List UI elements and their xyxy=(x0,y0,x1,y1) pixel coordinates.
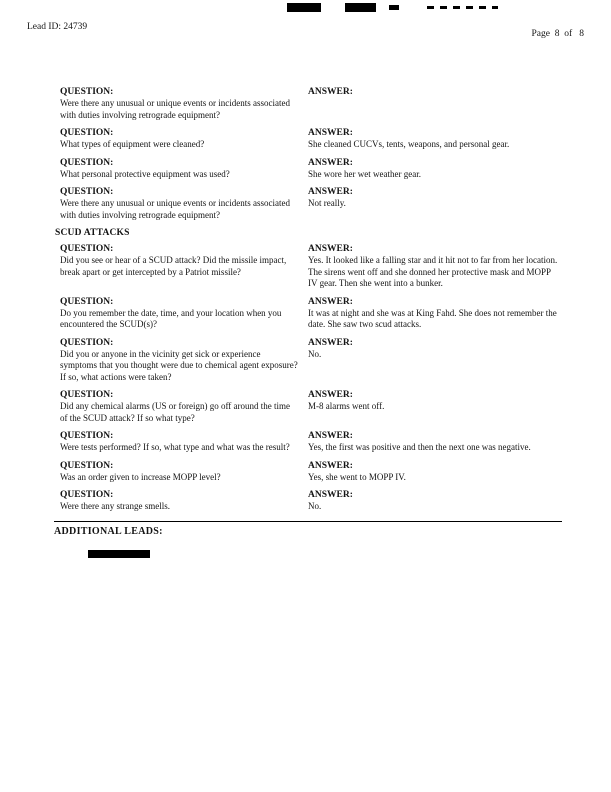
answer-label: ANSWER: xyxy=(308,157,353,168)
redaction-mark xyxy=(440,6,447,9)
qa-list xyxy=(55,86,562,513)
qa-row xyxy=(60,296,562,331)
answer-label: ANSWER: xyxy=(308,244,353,254)
answer-column xyxy=(308,86,562,98)
answer-text: No. xyxy=(308,501,322,511)
question-text: Did you see or hear of a SCUD attack? Did the missile impact, break apart or get intercepted by a Patriot missile? xyxy=(60,255,287,277)
qa-row xyxy=(60,430,562,454)
qa-row xyxy=(60,389,562,424)
answer-label: ANSWER: xyxy=(308,296,353,307)
answer-text: She wore her wet weather gear. xyxy=(308,168,421,179)
additional-leads-heading: ADDITIONAL LEADS: xyxy=(54,525,163,537)
question-column xyxy=(60,460,308,484)
answer-label: ANSWER: xyxy=(308,431,353,441)
answer-text: She cleaned CUCVs, tents, weapons, and personal gear. xyxy=(308,139,510,149)
lead-id: Lead ID: 24739 xyxy=(27,22,88,32)
qa-row xyxy=(60,86,562,121)
answer-label: ANSWER: xyxy=(308,128,353,138)
answer-column xyxy=(308,186,562,210)
question-label: QUESTION: xyxy=(60,128,114,138)
question-column xyxy=(60,157,308,181)
question-column xyxy=(60,86,308,121)
qa-row xyxy=(60,157,562,181)
qa-row xyxy=(60,186,562,221)
answer-label: ANSWER: xyxy=(308,87,353,97)
question-label: QUESTION: xyxy=(60,337,114,348)
answer-label: ANSWER: xyxy=(308,390,353,400)
question-text: What types of equipment were cleaned? xyxy=(60,139,205,149)
question-label: QUESTION: xyxy=(60,390,114,400)
answer-column xyxy=(308,430,562,454)
question-text: Were there any unusual or unique events or incidents associated with duties involving retrograde equipment? xyxy=(60,98,290,120)
question-label: QUESTION: xyxy=(60,157,114,168)
answer-column xyxy=(308,243,562,290)
redaction-bar xyxy=(345,3,376,12)
question-label: QUESTION: xyxy=(60,87,114,97)
redaction-mark xyxy=(479,6,486,9)
qa-content xyxy=(54,86,562,538)
question-label: QUESTION: xyxy=(60,187,114,197)
redaction-mark xyxy=(466,6,473,9)
question-label: QUESTION: xyxy=(60,460,114,471)
redaction-mark xyxy=(427,6,434,9)
answer-label: ANSWER: xyxy=(308,187,353,197)
question-column xyxy=(60,489,308,513)
answer-column xyxy=(308,460,562,484)
question-text: Do you remember the date, time, and your location when you encountered the SCUD(s)? xyxy=(60,307,282,329)
question-column xyxy=(60,186,308,221)
redaction-mark xyxy=(453,6,460,9)
answer-text: M-8 alarms went off. xyxy=(308,401,385,411)
answer-column xyxy=(308,337,562,361)
question-label: QUESTION: xyxy=(60,490,114,500)
answer-column xyxy=(308,389,562,413)
answer-text: Yes. It looked like a falling star and it hit not to far from her location. The sirens went off and she donned her protective mask and MOPP IV gear. Then she went into a bunker. xyxy=(308,255,558,288)
answer-column xyxy=(308,127,562,151)
question-label: QUESTION: xyxy=(60,431,114,441)
question-label: QUESTION: xyxy=(60,296,114,307)
question-column xyxy=(60,430,308,454)
answer-column xyxy=(308,157,562,181)
section-header: SCUD ATTACKS xyxy=(55,228,130,238)
footer-divider xyxy=(54,521,562,522)
answer-label: ANSWER: xyxy=(308,490,353,500)
question-text: Were there any unusual or unique events or incidents associated with duties involving retrograde equipment? xyxy=(60,198,290,220)
answer-label: ANSWER: xyxy=(308,337,353,348)
redaction-bar xyxy=(389,5,399,10)
redaction-bar xyxy=(287,3,321,12)
redaction-mark xyxy=(492,6,498,9)
question-text: Did any chemical alarms (US or foreign) go off around the time of the SCUD attack? If so what type? xyxy=(60,401,291,423)
question-text: What personal protective equipment was used? xyxy=(60,168,230,179)
redaction-bar xyxy=(88,550,150,558)
answer-label: ANSWER: xyxy=(308,460,353,471)
question-text: Was an order given to increase MOPP level? xyxy=(60,471,221,482)
page-number: Page 8 of 8 xyxy=(531,29,584,39)
qa-row xyxy=(60,460,562,484)
question-column xyxy=(60,243,308,278)
answer-text: Yes, the first was positive and then the next one was negative. xyxy=(308,442,531,452)
answer-column xyxy=(308,296,562,331)
answer-text: Yes, she went to MOPP IV. xyxy=(308,471,406,482)
qa-row xyxy=(60,337,562,384)
question-label: QUESTION: xyxy=(60,244,114,254)
answer-text: No. xyxy=(308,348,322,359)
question-text: Were there any strange smells. xyxy=(60,501,170,511)
question-text: Were tests performed? If so, what type and what was the result? xyxy=(60,442,290,452)
question-column xyxy=(60,127,308,151)
question-text: Did you or anyone in the vicinity get sick or experience symptoms that you thought were due to chemical agent exposure? If so, what actions were taken? xyxy=(60,348,298,382)
answer-column xyxy=(308,489,562,513)
question-column xyxy=(60,389,308,424)
question-column xyxy=(60,337,308,384)
question-column xyxy=(60,296,308,331)
qa-row xyxy=(60,489,562,513)
qa-row xyxy=(60,243,562,290)
answer-text: It was at night and she was at King Fahd. She does not remember the date. She saw two scud attacks. xyxy=(308,307,557,329)
qa-row xyxy=(60,127,562,151)
answer-text: Not really. xyxy=(308,198,346,208)
